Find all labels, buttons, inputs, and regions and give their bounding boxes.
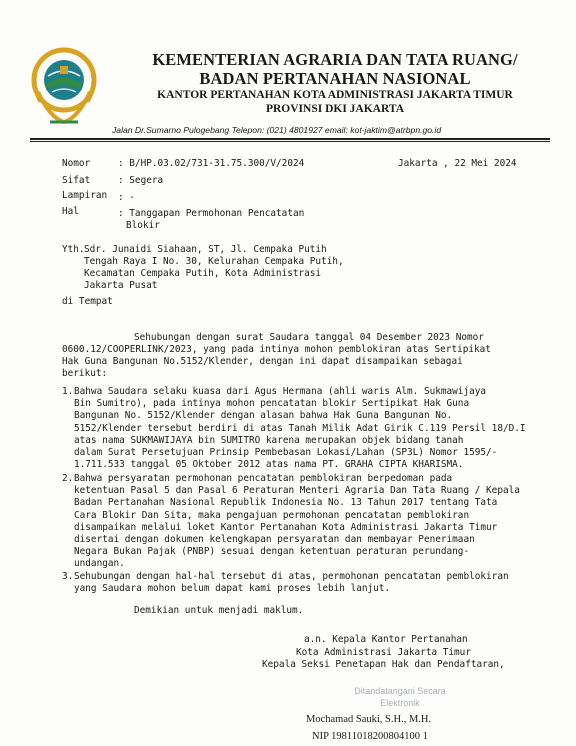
signatory-position: Kepala Seksi Penetapan Hak dan Pendaftaran, <box>262 659 505 670</box>
header-divider-thin <box>30 141 550 142</box>
list-line: ketentuan Pasal 5 dan Pasal 6 Peraturan Menteri Agraria Dan Tata Ruang / Kepala <box>74 485 520 497</box>
di-tempat: di Tempat <box>62 296 113 307</box>
sifat-value: : Segera <box>118 175 164 186</box>
list-line: Bangunan No. 5152/Klender dengan alasan bahwa Hak Guna Bangunan No. <box>74 410 453 422</box>
list-line: Badan Pertanahan Nasional Republik Indonesia No. 13 Tahun 2017 tentang Tata <box>74 497 498 509</box>
hal-value-1: : Tanggapan Permohonan Pencatatan <box>118 208 305 219</box>
letterhead <box>100 50 570 116</box>
list-line: Bin Sumitro), pada intinya mohon pencatatan blokir Sertipikat Hak Guna <box>74 398 470 410</box>
list-line: Bahwa persyaratan permohonan pencatatan pemblokiran berpedoman pada <box>74 473 453 484</box>
recipient-line-1: Sdr. Junaidi Siahaan, ST, Jl. Cempaka Putih <box>84 244 327 255</box>
closing-text: Demikian untuk menjadi maklum. <box>134 605 304 616</box>
list-number: 3. <box>62 571 74 582</box>
an-line-2: Kota Administrasi Jakarta Timur <box>296 647 471 658</box>
electronic-signature-note <box>320 685 480 709</box>
an-line-1: a.n. Kepala Kantor Pertanahan <box>304 634 468 645</box>
recipient-line-3: Kecamatan Cempaka Putih, Kota Administrasi <box>84 268 322 279</box>
recipient-line-2: Tengah Raya I No. 30, Kelurahan Cempaka Putih, <box>84 256 344 267</box>
intro-line-1: Sehubungan dengan surat Saudara tanggal 04 Desember 2023 Nomor <box>134 332 484 343</box>
lampiran-value: : - <box>118 192 135 203</box>
hal-label: Hal <box>62 206 79 217</box>
list-line: 5152/Klender tersebut berdiri di atas Tanah Milik Adat Girik C.119 Persil 18/D.I <box>74 422 526 434</box>
list-line: dalam Surat Persetujuan Prinsip Pembebasan Lokasi/Lahan (SP3L) Nomor 1595/- <box>74 447 498 459</box>
e-sign-line-1: Ditandatangani Secara <box>354 686 446 696</box>
list-line: Negara Bukan Pajak (PNBP) sesuai dengan ketentuan peraturan perundang- <box>74 546 470 558</box>
header-divider <box>30 138 550 140</box>
signatory-name: Mochamad Sauki, S.H., M.H. <box>306 714 432 725</box>
list-item-1 <box>62 386 526 471</box>
list-line: atas nama SUKMAWIJAYA bin SUMITRO karena merupakan objek bidang tanah <box>74 434 464 446</box>
ministry-line-1: KEMENTERIAN AGRARIA DAN TATA RUANG/ <box>152 50 518 69</box>
list-number: 2. <box>62 473 74 484</box>
ministry-line-2: BADAN PERTANAHAN NASIONAL <box>199 69 471 88</box>
list-item-2 <box>62 473 520 571</box>
sifat-label: Sifat <box>62 175 91 186</box>
lampiran-label: Lampiran <box>62 190 108 201</box>
list-line: Sehubungan dengan hal-hal tersebut di atas, permohonan pencatatan pemblokiran <box>74 571 509 582</box>
recipient-line-4: Jakarta Pusat <box>84 280 158 291</box>
nomor-value: : B/HP.03.02/731-31.75.300/V/2024 <box>118 158 305 169</box>
office-line-2: PROVINSI DKI JAKARTA <box>265 103 405 115</box>
list-line: disampaikan melalui loket Kantor Pertanahan Kota Administrasi Jakarta Timur <box>74 521 498 533</box>
list-number: 1. <box>62 386 74 397</box>
list-item-3 <box>62 571 509 595</box>
office-line-1: KANTOR PERTANAHAN KOTA ADMINISTRASI JAKARTA TIMUR <box>157 89 513 101</box>
e-sign-line-2: Elektronik <box>380 698 420 708</box>
list-line: Cara Blokir Dan Sita, maka pengajuan permohonan pencatatan pemblokiran <box>74 509 470 521</box>
list-line: disertai dengan dokumen kelengkapan persyaratan dan membayar Penerimaan <box>74 534 475 546</box>
yth-label: Yth. <box>62 244 85 255</box>
signatory-nip: NIP 19811018200804100 1 <box>312 731 428 742</box>
intro-line-4: berikut: <box>62 368 108 379</box>
intro-line-2: 0600.12/COOPERLINK/2023, yang pada intinya mohon pemblokiran atas Sertipikat <box>62 344 491 355</box>
list-line: Bahwa Saudara selaku kuasa dari Agus Hermana (ahli waris Alm. Sukmawijaya <box>74 386 487 397</box>
atr-bpn-logo-icon <box>30 44 98 128</box>
hal-value-2: Blokir <box>126 220 160 231</box>
contact-line: Jalan Dr.Sumarno Pulogebang Telepon: (021) 4801927 email: kot-jaktim@atrbpn.go.id <box>112 125 442 135</box>
list-line: undangan. <box>74 558 125 570</box>
intro-line-3: Hak Guna Bangunan No.5152/Klender, dengan ini dapat disampaikan sebagai <box>62 356 463 367</box>
list-line: yang Saudara mohon belum dapat kami proses lebih lanjut. <box>74 583 391 595</box>
list-line: 1.711.533 tanggal 05 Oktober 2012 atas nama PT. GRAHA CIPTA KHARISMA. <box>74 459 464 471</box>
nomor-label: Nomor <box>62 158 91 169</box>
letter-date: Jakarta , 22 Mei 2024 <box>398 158 517 169</box>
